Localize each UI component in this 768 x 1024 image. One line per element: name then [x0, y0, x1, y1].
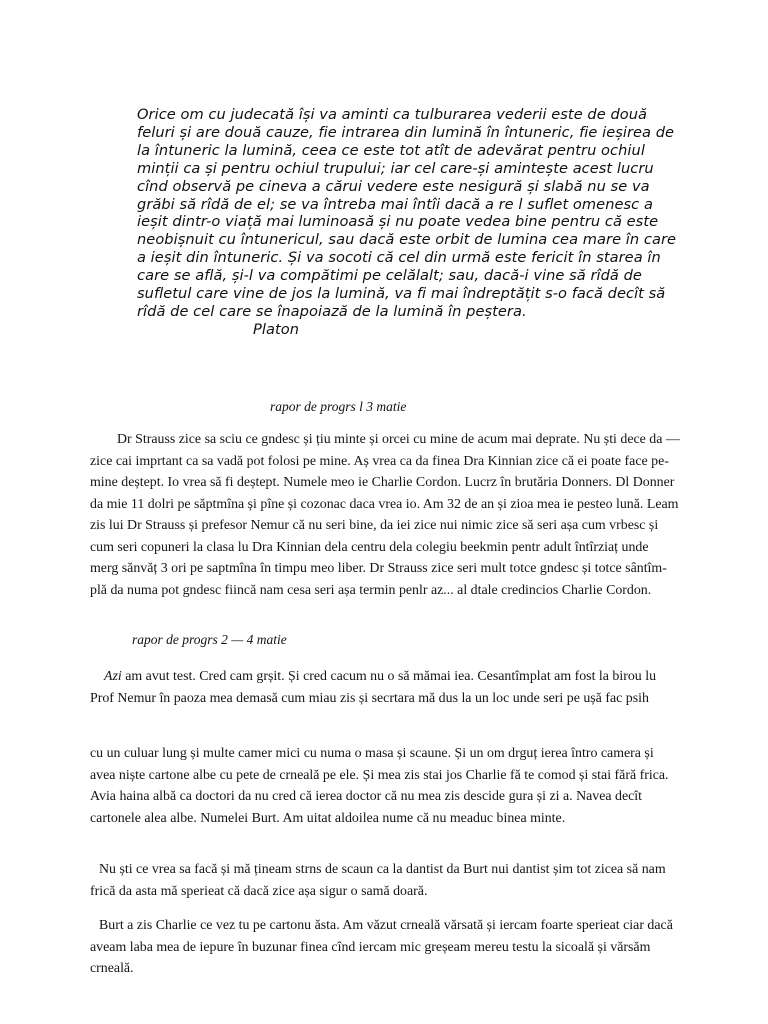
report-2-paragraph-3-text: Nu ști ce vrea sa facă și mă țineam strns de scaun ca la dantist da Burt nui dantist șim tot zicea să nam frică da asta mă sperieat că dacă zice așa sigur o samă doară.	[90, 862, 666, 899]
report-2-paragraph-1	[90, 666, 680, 709]
epigraph-author: Platon	[253, 320, 299, 338]
epigraph-quote	[137, 106, 677, 339]
report-1-body: Dr Strauss zice sa sciu ce gndesc și țiu minte și orcei cu mine de acum mai deprate. Nu ști dece da — zice cai imprtant ca sa vadă pot folosi pe mine. Aș vrea ca da finea Dra Kinnian zice că ei poate face pe-mine deștept. Io vrea să fi deștept. Numele meo ie Charlie Cordon. Lucrz în brutăria Donners. Dl Donner da mie 11 dolri pe săptmîna și pîne și cozonac daca vrea io. Am 32 de an și zioa mea ie pesteo lună. Leam zis lui Dr Strauss și prefesor Nemur că nu seri bine, da iei zice nui nimic zice să seri așa cum vrbesc și cum seri copuneri la clasa lu Dra Kinnian dela centru dela colegiu beekmin pentr adult întîrziaț unde merg sănvăț 3 ori pe saptmîna în timpu meo liber. Dr Strauss zice seri mult totce gndesc și totce sântîm-plă da numa pot gndesc fiincă nam cesa seri așa termin penlr az... al dtale credincios Charlie Cordon.	[90, 432, 680, 598]
report-2-first-word: Azi	[104, 669, 122, 684]
report-2-paragraph-4	[90, 915, 680, 980]
report-2-paragraph-3	[90, 859, 680, 902]
report-2-paragraph-2: cu un culuar lung și multe camer mici cu numa o masa și scaune. Și un om drguț ierea întro camera și avea niște cartone albe cu pete de crneală pe ele. Și mea zis stai jos Charlie fă te comod și stai fără frica. Avia haina albă ca doctori da nu cred că ierea doctor că nu mea zis descide gura și zi a. Navea decît cartonele alea albe. Numelei Burt. Am uitat aldoilea nume că nu meaduc binea minte.	[90, 746, 669, 826]
report-1-heading: rapor de progrs l 3 matie	[270, 399, 407, 414]
report-1-paragraph	[90, 429, 680, 601]
report-2-paragraph-1-text: am avut test. Cred cam grșit. Și cred cacum nu o să mămai iea. Cesantîmplat am fost la birou lu Prof Nemur în paoza mea demasă cum miau zis și secrtara mă dus la un loc unde seri pe ușă fac psih	[90, 669, 657, 706]
report-2-heading: rapor de progrs 2 — 4 matie	[132, 632, 287, 647]
epigraph-text: Orice om cu judecată își va aminti ca tulburarea vederii este de două feluri și are două cauze, fie intrarea din lumină în întuneric, fie ieșirea de la întuneric la lumină, ceea ce este tot atît de adevărat pentru ochiul minții ca și pentru ochiul trupului; iar cel care-și amintește acest lucru cînd observă pe cineva a cărui vedere este nesigură și slabă nu se va grăbi să rîdă de el; se va întreba mai întîi dacă a re l suflet omenesc a ieșit dintr-o viață mai luminoasă și nu poate vedea bine pentru că este neobișnuit cu întunericul, sau dacă este orbit de lumina cea mare în care a ieșit din întuneric. Și va socoti că cel din urmă este fericit în starea în care se află, și-l va compătimi pe celălalt; sau, dacă-i vine să rîdă de sufletul care vine de jos la lumină, va fi mai îndreptățit s-o facă decît să rîdă de cel care se înapoiază de la lumină în peștera.	[137, 106, 677, 320]
report-2-paragraph-4-text: Burt a zis Charlie ce vez tu pe cartonu ăsta. Am văzut crneală vărsată și iercam foarte sperieat ciar dacă aveam laba mea de iepure în buzunar finea cînd iercam mic greșeam mereu testu la sicoală și vărsăm crneală.	[90, 918, 673, 976]
